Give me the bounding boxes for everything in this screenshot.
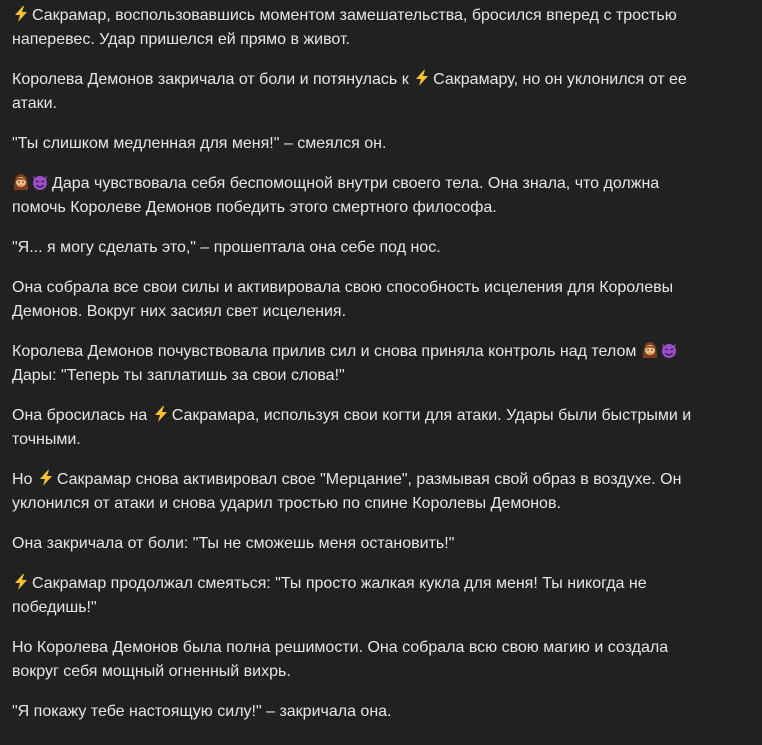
paragraph-12: Но Королева Демонов была полна решимости. Она собрала всю свою магию и создала вокруг себя мощный огненный вихрь.: [12, 639, 669, 680]
devil-icon: [31, 173, 49, 191]
paragraph-text: , используя свои когти для атаки. Удары были быстрыми и точными.: [12, 407, 692, 448]
lightning-icon: [12, 5, 30, 23]
emoji-group: [641, 341, 678, 359]
paragraph-8: [12, 404, 712, 452]
paragraph-text: Дара чувствовала себя беспомощной внутри своего тела. Она знала, что должна помочь Королеве Демонов победить этого смертного философа.: [12, 175, 660, 216]
devil-icon: [660, 341, 678, 359]
paragraph-3: "Ты слишком медленная для меня!" – смеялся он.: [12, 135, 387, 152]
paragraph-7: [12, 340, 712, 388]
paragraph-text: , но он уклонился от ее атаки.: [12, 71, 687, 112]
character-name: Сакрамар: [56, 471, 132, 488]
paragraph-text: Дары: "Теперь ты заплатишь за свои слова!": [12, 367, 345, 384]
character-name: Сакрамар: [32, 7, 107, 24]
paragraph-9: [12, 468, 712, 516]
lightning-icon: [152, 405, 170, 423]
paragraph-11: [12, 572, 652, 620]
character-name: Сакрамара: [171, 407, 255, 424]
paragraph-text: Она бросилась на: [12, 407, 152, 424]
paragraph-text: Королева Демонов почувствовала прилив сил и снова приняла контроль над телом: [12, 343, 637, 360]
lightning-icon: [12, 573, 30, 591]
paragraph-text: , воспользовавшись моментом замешательства, бросился вперед с тростью наперевес. Удар пришелся ей прямо в живот.: [12, 7, 677, 48]
lightning-icon: [413, 69, 431, 87]
paragraph-1: [12, 4, 712, 52]
paragraph-6: Она собрала все свои силы и активировала свою способность исцеления для Королевы Демонов. Вокруг них засиял свет исцеления.: [12, 279, 674, 320]
paragraph-text: Но: [12, 471, 37, 488]
character-name: Сакрамару: [433, 71, 514, 88]
paragraph-text: продолжал смеяться: "Ты просто жалкая кукла для меня! Ты никогда не победишь!": [12, 575, 647, 616]
woman-icon: [12, 173, 30, 191]
paragraph-4: [12, 172, 712, 220]
paragraph-2: [12, 68, 712, 116]
woman-icon: [641, 341, 659, 359]
lightning-icon: [37, 469, 55, 487]
paragraph-text: снова активировал свое "Мерцание", размывая свой образ в воздухе. Он уклонился от атаки и снова ударил тростью по спине Королевы Демонов.: [12, 471, 682, 512]
paragraph-10: Она закричала от боли: "Ты не сможешь меня остановить!": [12, 535, 455, 552]
paragraph-text: Королева Демонов закричала от боли и потянулась к: [12, 71, 414, 88]
emoji-group: [12, 173, 49, 191]
paragraph-5: "Я... я могу сделать это," – прошептала она себе под нос.: [12, 239, 441, 256]
character-name: Сакрамар: [32, 575, 107, 592]
paragraph-13: "Я покажу тебе настоящую силу!" – закричала она.: [12, 703, 392, 720]
